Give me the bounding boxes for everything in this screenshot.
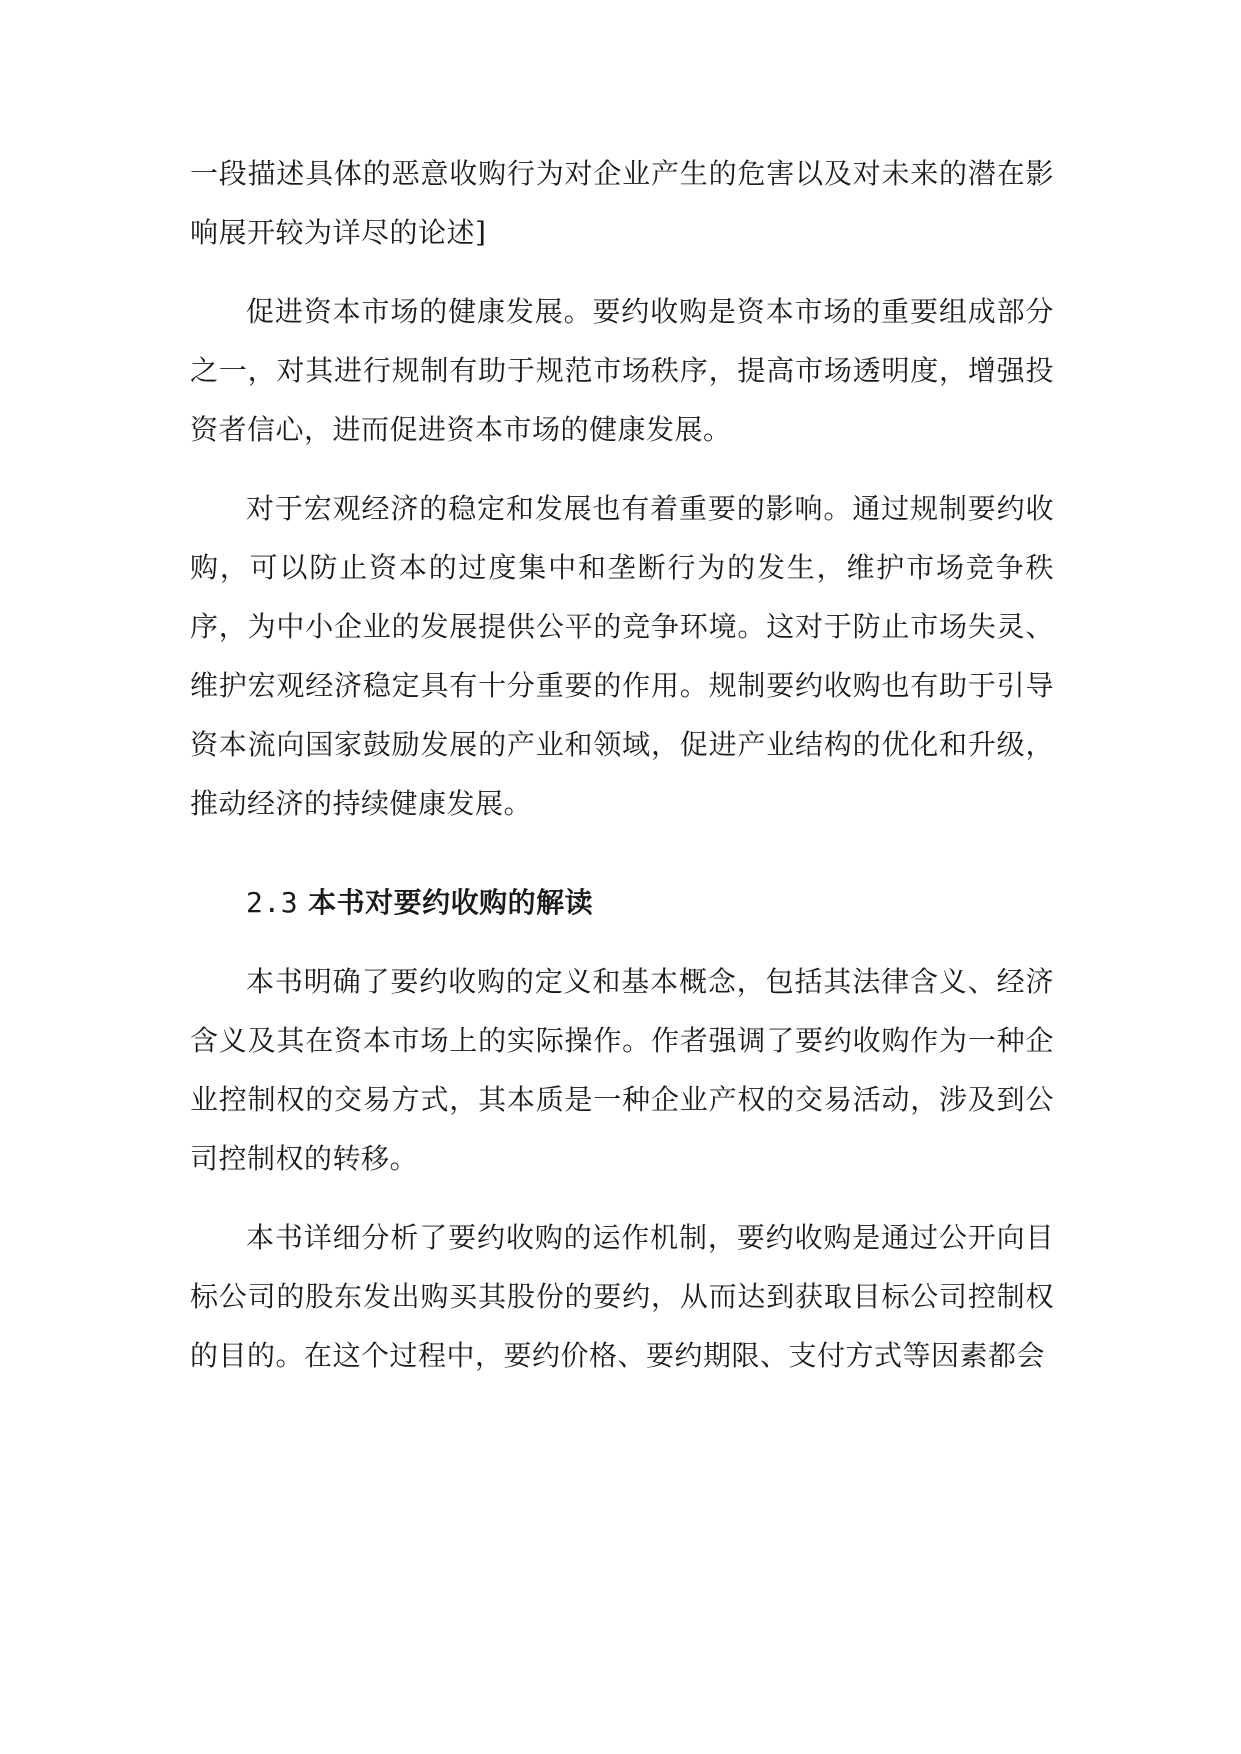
document-page — [190, 144, 1054, 1385]
section-number: 2.3 — [246, 886, 299, 919]
section-title: 本书对要约收购的解读 — [308, 886, 594, 919]
paragraph-definition: 本书明确了要约收购的定义和基本概念，包括其法律含义、经济含义及其在资本市场上的实际操作。作者强调了要约收购作为一种企业控制权的交易方式，其本质是一种企业产权的交易活动，涉及到公司控制权的转移。 — [190, 965, 1054, 1175]
paragraph-continued: 一段描述具体的恶意收购行为对企业产生的危害以及对未来的潜在影响展开较为详尽的论述] — [190, 157, 1054, 249]
paragraph-macro-economy: 对于宏观经济的稳定和发展也有着重要的影响。通过规制要约收购，可以防止资本的过度集中和垄断行为的发生，维护市场竞争秩序，为中小企业的发展提供公平的竞争环境。这对于防止市场失灵、维护宏观经济稳定具有十分重要的作用。规制要约收购也有助于引导资本流向国家鼓励发展的产业和领域，促进产业结构的优化和升级，推动经济的持续健康发展。 — [190, 492, 1054, 820]
section-heading — [190, 873, 1054, 932]
paragraph-mechanism: 本书详细分析了要约收购的运作机制，要约收购是通过公开向目标公司的股东发出购买其股份的要约，从而达到获取目标公司控制权的目的。在这个过程中，要约价格、要约期限、支付方式等因素都会 — [190, 1221, 1054, 1372]
paragraph-capital-market: 促进资本市场的健康发展。要约收购是资本市场的重要组成部分之一，对其进行规制有助于规范市场秩序，提高市场透明度，增强投资者信心，进而促进资本市场的健康发展。 — [190, 295, 1054, 446]
